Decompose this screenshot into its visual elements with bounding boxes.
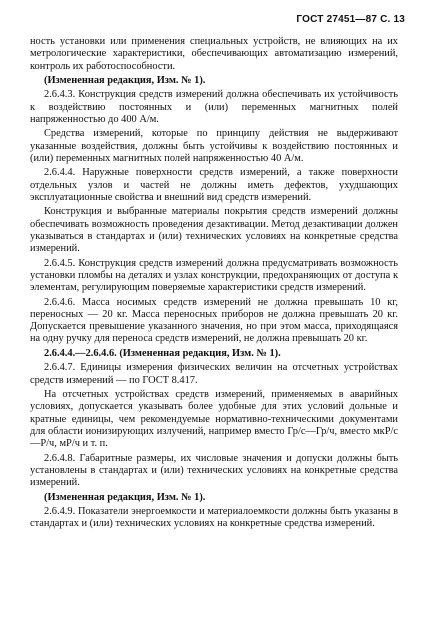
clause-2-6-4-4: 2.6.4.4. Наружные поверхности средств измерений, а также поверхности отдельных узлов и частей не должны иметь дефектов, ухудшающих эксплуатационные свойства и внешний вид средств измерений. bbox=[30, 167, 398, 203]
clause-2-6-4-3: 2.6.4.3. Конструкция средств измерений должна обеспечивать их устойчивость к воздействию постоянных и (или) переменных магнитных полей напряженностью до 400 А/м. bbox=[30, 89, 398, 125]
clause-2-6-4-5: 2.6.4.5. Конструкция средств измерений должна предусматривать возможность установки пломбы на деталях и узлах конструкции, предохраняющих от доступа к элементам, регулирующим поверяемые характеристики средств измерений. bbox=[30, 257, 398, 294]
standard-number: ГОСТ 27451—87 bbox=[296, 14, 378, 25]
paragraph: Конструкция и выбранные материалы покрытия средств измерений должны обеспечивать возможность проведения дезактивации. Метод дезактивации должен указываться в стандартах и (или) технических условиях на конкретные средства измерений. bbox=[30, 206, 398, 255]
document-body bbox=[30, 36, 398, 533]
amendment-note: (Измененная редакция, Изм. № 1). bbox=[44, 491, 206, 503]
clause-2-6-4-9: 2.6.4.9. Показатели энергоемкости и материалоемкости должны быть указаны в стандартах и (или) технических условиях на конкретные средства измерений. bbox=[30, 505, 398, 530]
page-header bbox=[296, 14, 405, 25]
paragraph: На отсчетных устройствах средств измерений, применяемых в аварийных условиях, допускается указывать более удобные для этих условий дольные и кратные единицы, чем рекомендуемые нормативно-техническими документами для области ионизирующих излучений, например вместо Гр/с—Гр/ч, вместо мкР/с—Р/ч, мР/ч и т. п. bbox=[30, 388, 398, 450]
clause-2-6-4-7: 2.6.4.7. Единицы измерения физических величин на отсчетных устройствах средств измерений — по ГОСТ 8.417. bbox=[30, 362, 398, 386]
page-number: С. 13 bbox=[380, 14, 405, 25]
amendment-note: (Измененная редакция, Изм. № 1). bbox=[44, 74, 206, 86]
amendment-note: 2.6.4.4.—2.6.4.6. (Измененная редакция, Изм. № 1). bbox=[44, 347, 281, 359]
clause-2-6-4-6: 2.6.4.6. Масса носимых средств измерений не должна превышать 10 кг, переносных — 20 кг. Масса переносных приборов не должна превышать 20 кг. Допускается превышение указанного значения, но при этом масса, приходящаяся на одну ручку для переноса средств измерений, не должна превышать 20 кг. bbox=[30, 296, 398, 345]
paragraph: Средства измерений, которые по принципу действия не выдерживают указанные воздействия, должны быть устойчивы к воздействию постоянных и (или) переменных магнитных полей напряженностью 40 А/м. bbox=[30, 128, 398, 164]
clause-2-6-4-8: 2.6.4.8. Габаритные размеры, их числовые значения и допуски должны быть установлены в стандартах и (или) технических условиях на конкретные средства измерений. bbox=[30, 452, 398, 489]
paragraph-continuation: ность установки или применения специальных устройств, не влияющих на их метрологические характеристики, обеспечивающих автоматизацию измерений, контроль их работоспособности. bbox=[30, 36, 398, 72]
